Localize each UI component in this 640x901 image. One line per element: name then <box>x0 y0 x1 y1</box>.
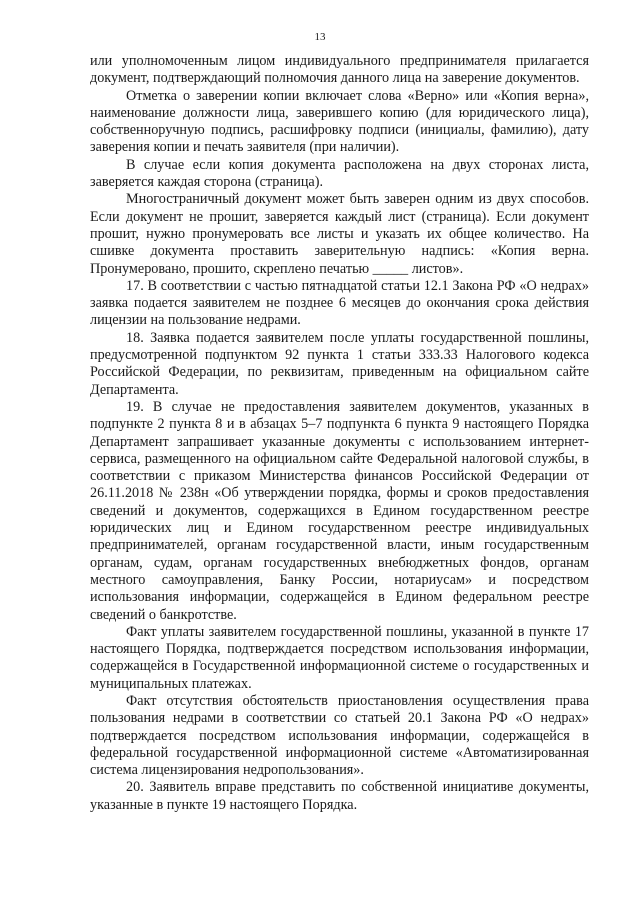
paragraph-certification-mark: Отметка о заверении копии включает слова «Верно» или «Копия верна», наименование должности лица, заверившего копию (для юридического лица), собственноручную подпись, расшифровку подписи (инициалы, фамилию), дату заверения копии и печать заявителя (при наличии). <box>90 87 589 156</box>
page-number: 13 <box>314 31 326 43</box>
paragraph-two-sided-copy: В случае если копия документа расположена на двух сторонах листа, заверяется каждая сторона (страница). <box>90 156 589 191</box>
paragraph-item-20: 20. Заявитель вправе представить по собственной инициативе документы, указанные в пункте 19 настоящего Порядка. <box>90 779 589 813</box>
document-body <box>90 53 589 814</box>
paragraph-multipage-document: Многостраничный документ может быть заверен одним из двух способов. Если документ не прошит, заверяется каждый лист (страница). Если документ прошит, нужно пронумеровать все листы и указать их общее количество. На сшивке документа проставить заверительную надпись: «Копия верна. Пронумеровано, прошито, скреплено печатью _____ листов». <box>90 191 589 277</box>
paragraph-continuation: или уполномоченным лицом индивидуального предпринимателя прилагается документ, подтверждающий полномочия данного лица на заверение документов. <box>90 53 589 87</box>
paragraph-item-17: 17. В соответствии с частью пятнадцатой статьи 12.1 Закона РФ «О недрах» заявка подается заявителем не позднее 6 месяцев до окончания срока действия лицензии на пользование недрами. <box>90 277 589 329</box>
paragraph-item-18: 18. Заявка подается заявителем после уплаты государственной пошлины, предусмотренной подпунктом 92 пункта 1 статьи 333.33 Налогового кодекса Российской Федерации, по реквизитам, приведенным на официальном сайте Департамента. <box>90 329 589 398</box>
paragraph-suspension-check: Факт отсутствия обстоятельств приостановления осуществления права пользования недрами в соответствии со статьей 20.1 Закона РФ «О недрах» подтверждается посредством использования информации, содержащейся в федеральной государственной информационной системе «Автоматизированная система лицензирования недропользования». <box>90 692 589 779</box>
paragraph-fee-payment: Факт уплаты заявителем государственной пошлины, указанной в пункте 17 настоящего Порядка, подтверждается посредством использования информации, содержащейся в Государственной информационной системе о государственных и муниципальных платежах. <box>90 623 589 692</box>
paragraph-item-19: 19. В случае не предоставления заявителем документов, указанных в подпункте 2 пункта 8 и в абзацах 5–7 подпункта 6 пункта 9 настоящего Порядка Департамент запрашивает указанные документы с использованием интернет-сервиса, размещенного на официальном сайте Федеральной налоговой службы, в соответствии с приказом Министерства финансов Российской Федерации от 26.11.2018 № 238н «Об утверждении порядка, формы и сроков предоставления сведений и документов, содержащихся в Едином государственном реестре юридических лиц и Едином государственном реестре индивидуальных предпринимателей, органам государственной власти, иным государственным органам, судам, органам государственных внебюджетных фондов, органам местного самоуправления, Банку России, нотариусам» и посредством использования информации, содержащейся в Едином федеральном реестре сведений о банкротстве. <box>90 398 589 623</box>
